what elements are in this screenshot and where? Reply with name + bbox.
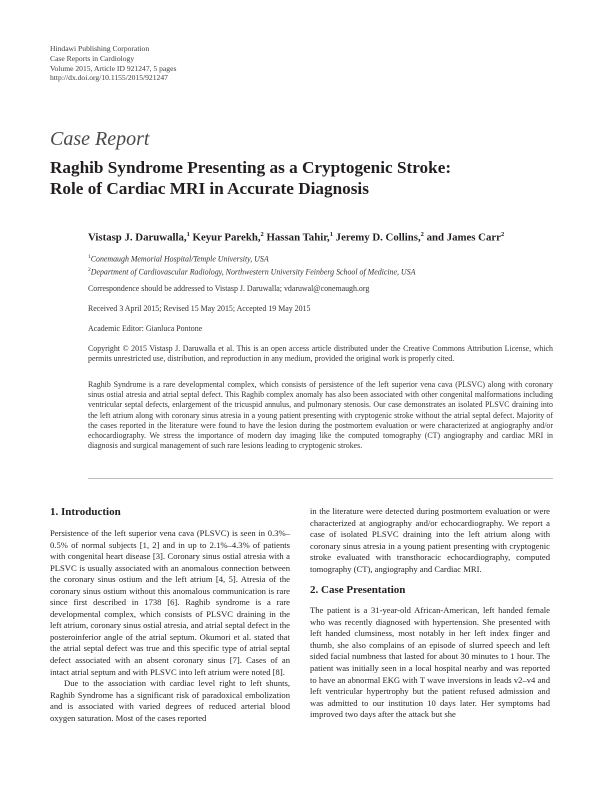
affiliation-text: Conemaugh Memorial Hospital/Temple University, USA	[90, 254, 269, 264]
introduction-paragraph-1: Persistence of the left superior vena cava (PLSVC) is seen in 0.3%–0.5% of normal subjects [1, 2] and in up to 2.1%–4.3% of patients with congenital heart disease [3]. Coronary sinus ostial atresia with a PLSVC is usually associated with an anomalous connection between the coronary sinus ostium and the left atrium [4, 5]. Atresia of the coronary sinus ostium without this anomalous communication is rare since first described in 1738 [6]. Raghib syndrome is a rare developmental complex, which consists of PLSVC draining in the left atrium, coronary sinus ostial atresia, and atrial septal defect in the posteroinferior angle of the atrial septum. Okumori et al. stated that the atrial septal defect was true and this specific type of atrial septal defect associated with an absent coronary sinus [7]. Cases of an intact atrial septum and with PLSVC into left atrium were noted [8].	[50, 528, 290, 677]
article-title	[50, 157, 550, 199]
left-column	[50, 506, 290, 724]
correspondence: Correspondence should be addressed to Vistasp J. Daruwalla; vdaruwal@conemaugh.org	[88, 284, 370, 293]
journal-name: Case Reports in Cardiology	[50, 53, 135, 63]
volume-info: Volume 2015, Article ID 921247, 5 pages	[50, 63, 177, 73]
journal-header	[50, 44, 176, 83]
author-affiliation-mark: 1	[186, 231, 190, 238]
author-affiliation-mark: 2	[500, 231, 505, 238]
affiliations	[88, 252, 553, 278]
author-name: Vistasp J. Daruwalla,	[88, 231, 187, 244]
abstract: Raghib Syndrome is a rare developmental complex, which consists of persistence of the left superior vena cava (PLSVC) along with coronary sinus ostial atresia and atrial septal defect. This Raghib complex anomaly has also been associated with other congenital malformations including ventricular septal defects, enlargement of the tricuspid annulus, and pulmonary stenosis. Our case demonstrates an isolated PLSVC draining into the left atrium along with coronary sinus atresia in a young patient presenting with cryptogenic stroke without the atrial septal defect. Majority of the cases reported in the literature were found to have the lesion during the postmortem evaluation or were characterized at angiography and/or echocardiography. We stress the importance of modern day imaging like the computed tomography (CT) angiography and cardiac MRI in diagnosis and surgical management of such rare lesions leading to cryptogenic strokes.	[88, 380, 553, 451]
affiliation-mark: 1	[88, 254, 91, 260]
introduction-continuation: in the literature were detected during postmortem evaluation or were characterized at angiography and/or echocardiography. We report a case of isolated PLSVC draining into the left atrium along with coronary sinus atresia in a young patient presenting with cryptogenic stroke evaluated with transthoracic echocardiography, computed tomography (CT), angiography and Cardiac MRI.	[310, 506, 550, 574]
introduction-paragraph-2: Due to the association with cardiac level right to left shunts, Raghib Syndrome has a significant risk of paradoxical embolization and is associated with varied degrees of reduced arterial blood oxygen saturation. Most of the cases reported	[50, 678, 290, 723]
affiliation-item	[88, 265, 553, 278]
affiliation-mark: 2	[88, 266, 91, 273]
section-divider	[88, 478, 553, 479]
affiliation-text: Department of Cardiovascular Radiology, Northwestern University Feinberg School of Medicine, USA	[90, 267, 416, 277]
case-presentation-heading: 2. Case Presentation	[310, 584, 406, 597]
right-column	[310, 506, 550, 721]
author-affiliation-mark: 2	[420, 231, 424, 238]
affiliation-item	[88, 252, 553, 265]
doi-link[interactable]: http://dx.doi.org/10.1155/2015/921247	[50, 73, 168, 83]
title-line-2: Role of Cardiac MRI in Accurate Diagnosis	[50, 179, 369, 198]
author-name: Hassan Tahir,	[266, 231, 330, 244]
title-line-1: Raghib Syndrome Presenting as a Cryptogenic Stroke:	[50, 158, 452, 177]
case-presentation-paragraph: The patient is a 31-year-old African-American, left handed female who was recently diagnosed with hypertension. She presented with left handed clumsiness, most notably in her left index finger and thumb, she also complains of an episode of slurred speech and left sided facial numbness that lasted for about 30 minutes to 1 hour. The patient was initially seen in a local hospital nearby and was reported to have an abnormal EKG with T wave inversions in leads v2–v4 and left ventricular hypertrophy but the patient refused admission and was admitted to our institution 10 days later. Her symptoms had improved two days after the attack but she	[310, 605, 550, 720]
academic-editor: Academic Editor: Gianluca Pontone	[88, 324, 203, 333]
author-name: and James Carr	[426, 231, 501, 244]
author-list	[88, 231, 504, 244]
author-name: Keyur Parekh,	[192, 231, 261, 244]
author-affiliation-mark: 1	[329, 231, 333, 238]
introduction-heading: 1. Introduction	[50, 506, 121, 518]
author-affiliation-mark: 2	[260, 231, 264, 238]
publication-dates: Received 3 April 2015; Revised 15 May 2015; Accepted 19 May 2015	[88, 304, 311, 313]
copyright-notice: Copyright © 2015 Vistasp J. Daruwalla et al. This is an open access article distributed under the Creative Commons Attribution License, which permits unrestricted use, distribution, and reproduction in any medium, provided the original work is properly cited.	[88, 344, 553, 364]
author-name: Jeremy D. Collins,	[335, 231, 421, 244]
article-type: Case Report	[50, 128, 150, 150]
publisher-name: Hindawi Publishing Corporation	[50, 44, 150, 53]
